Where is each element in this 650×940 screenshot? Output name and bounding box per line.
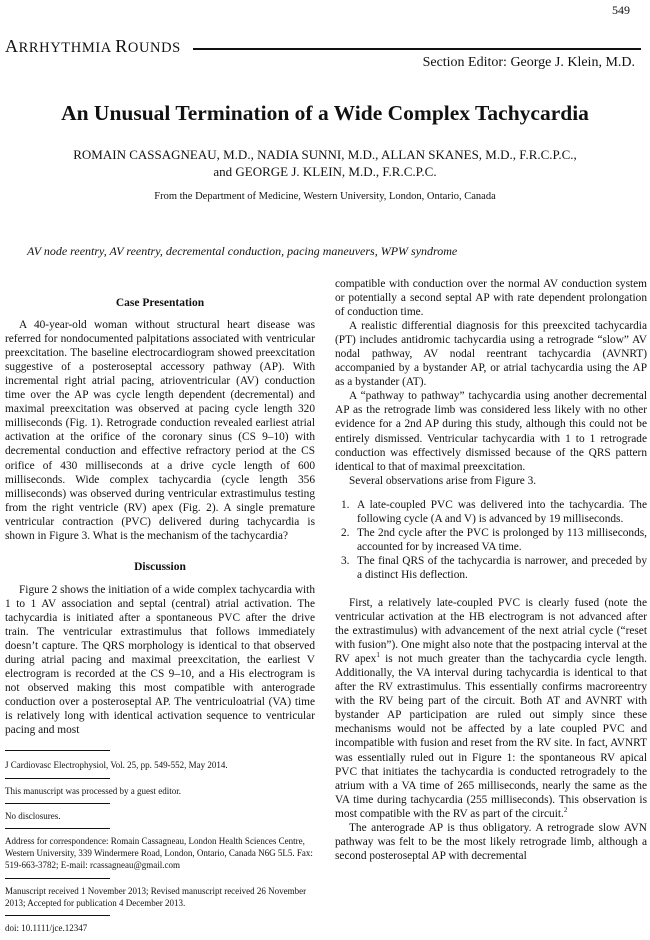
doi-footnote: doi: 10.1111/jce.12347 [5, 922, 88, 933]
section-title-initial-2: R [115, 36, 128, 56]
author-list [0, 146, 650, 180]
footnote-rule [5, 750, 110, 751]
observation-number: 3. [341, 554, 350, 567]
observation-number: 1. [341, 498, 350, 511]
observation-number: 2. [341, 526, 350, 539]
disclosures-footnote: No disclosures. [5, 810, 61, 821]
guest-editor-footnote: This manuscript was processed by a guest editor. [5, 785, 181, 796]
case-presentation-text: A 40-year-old woman without structural heart disease was referred for nondocumented palpitations associated with ventricular preexcitation. The baseline electrocardiogram showed preexcitation suggestive of a posteroseptal accessory pathway (AP). With incremental right atrial pacing, atrioventricular (AV) conduction time over the AP was cycle length dependent (decremental) and maximal preexcitation was observed at pacing cycle length 320 milliseconds (Fig. 1). Retrograde conduction revealed earliest atrial activation at the orifice of the coronary sinus (CS 9–10) with decremental conduction and effective refractory period at the CS orifice of 430 milliseconds at a drive cycle length of 600 milliseconds. Wide complex tachycardia (cycle length 356 milliseconds) was observed during ventricular extrastimulus testing from the right ventricle (RV) apex (Fig. 2). A single premature ventricular contraction (PVC) delivered during tachycardia is shown in Figure 3. What is the mechanism of the tachycardia? [5, 319, 315, 542]
author-line-2: and GEORGE J. KLEIN, M.D., F.R.C.P.C. [213, 164, 437, 179]
footnote-rule [5, 878, 110, 879]
keywords: AV node reentry, AV reentry, decremental conduction, pacing maneuvers, WPW syndrome [27, 244, 458, 258]
reference-superscript: 2 [563, 805, 568, 814]
section-title-initial-1: A [5, 36, 19, 56]
citation-footnote: J Cardiovasc Electrophysiol, Vol. 25, pp. 549-552, May 2014. [5, 760, 228, 771]
right-paragraph-4: Several observations arise from Figure 3. [349, 474, 537, 487]
footnote-rule [5, 828, 110, 829]
observation-item [335, 554, 647, 582]
discussion-heading: Discussion [134, 560, 186, 573]
section-title [5, 36, 181, 57]
footnote-rule [5, 778, 110, 779]
observation-item [335, 526, 647, 554]
page-number: 549 [612, 3, 630, 17]
footnote-rule [5, 915, 110, 916]
right-paragraph-5 [335, 596, 647, 821]
article-title: An Unusual Termination of a Wide Complex Tachycardia [61, 101, 589, 125]
section-title-word-1: RRHYTHMIA [18, 40, 112, 56]
observation-text: A late-coupled PVC was delivered into the tachycardia. The following cycle (A and V) is advanced by 19 milliseconds. [357, 498, 647, 525]
manuscript-dates-footnote: Manuscript received 1 November 2013; Revised manuscript received 26 November 2013; Accepted for publication 4 December 2013. [5, 885, 307, 908]
observation-text: The 2nd cycle after the PVC is prolonged by 113 milliseconds, accounted for by increased VA time. [357, 526, 647, 553]
observation-text: The final QRS of the tachycardia is narrower, and preceded by a distinct His deflection. [357, 554, 647, 581]
right-paragraph-2: A realistic differential diagnosis for this preexcited tachycardia (PT) includes antidromic tachycardia using a retrograde “slow” AV nodal pathway, AV nodal reentrant tachycardia (AVNRT) accompanied by a bystander AP, or atrial tachycardia using the AP as a bystander (AT). [335, 320, 647, 389]
p5-text-a: First, a relatively late-coupled PVC is clearly fused (note the ventricular activation at the HB electrogram is not advanced after the extrastimulus) with advancement of the next atrial cycle (“reset with fusion”). One might also note that the postpacing interval at the RV apex [335, 596, 647, 666]
right-column [335, 277, 647, 863]
section-editor: Section Editor: George J. Klein, M.D. [422, 55, 635, 70]
discussion-text: Figure 2 shows the initiation of a wide complex tachycardia with 1 to 1 AV association and septal (central) atrial activation. The tachycardia is initiated after a spontaneous PVC after the drive train. The ventricular extrastimulus that follows immediately doesn’t capture. The QRS morphology is identical to that observed during atrial pacing and maximal preexcitation, the earliest V electrogram is recorded at the CS 9–10, and a His electrogram is not observed making this most compatible with anterograde conduction over a posteroseptal AP. The ventriculoatrial (VA) time is relatively long with identical activation sequence to ventricular pacing and most [5, 583, 315, 737]
correspondence-footnote: Address for correspondence: Romain Cassagneau, London Health Sciences Centre, Western University, 339 Windermere Road, London, Ontario, Canada N6G 5L5. Fax: 519-663-3782; E-mail: rcassagneau@gmail.com [5, 835, 313, 871]
reference-superscript: 1 [376, 651, 380, 660]
right-paragraph-1: compatible with conduction over the normal AV conduction system or potentially a second septal AP with rate dependent prolongation of conduction time. [335, 278, 647, 319]
footnote-rule [5, 803, 110, 804]
affiliation: From the Department of Medicine, Western University, London, Ontario, Canada [154, 191, 496, 202]
section-title-word-2: OUNDS [127, 40, 181, 56]
observation-item [335, 498, 647, 526]
section-rule [193, 48, 641, 50]
right-paragraph-6: The anterograde AP is thus obligatory. A retrograde slow AVN pathway was felt to be the most likely retrograde limb, although a second posteroseptal AP with decremental [335, 821, 647, 862]
p5-text-b: is not much greater than the tachycardia cycle length. Additionally, the VA interval during tachycardia is identical to that after the RV extrastimulus. This essentially confirms macroreentry with the RV being part of the circuit. Both AT and AVNRT with bystander AP participation are ruled out simply since these mechanisms would not be affected by a late coupled PVC and incompatible with fusion and reset from the RV site. In fact, AVNRT was essentially ruled out in Figure 1: the spontaneous RV apical PVC that initiates the tachycardia is conducted retrogradely to the atrium with a VA time of 265 milliseconds, nearly the same as the VA time during tachycardia (255 milliseconds). This observation is most compatible with the RV as part of the circuit. [335, 653, 647, 820]
left-column [5, 296, 315, 934]
author-line-1: ROMAIN CASSAGNEAU, M.D., NADIA SUNNI, M.D., ALLAN SKANES, M.D., F.R.C.P.C., [73, 147, 577, 162]
case-presentation-heading: Case Presentation [115, 297, 205, 309]
right-paragraph-3: A “pathway to pathway” tachycardia using another decremental AP as the retrograde limb was considered less likely with no other evidence for a 2nd AP during this study, although this could not be entirely dismissed. Ventricular tachycardia with 1 to 1 retrograde conduction was effectively dismissed because of the QRS pattern identical to that of maximal preexcitation. [335, 390, 647, 473]
observation-list [335, 498, 647, 582]
